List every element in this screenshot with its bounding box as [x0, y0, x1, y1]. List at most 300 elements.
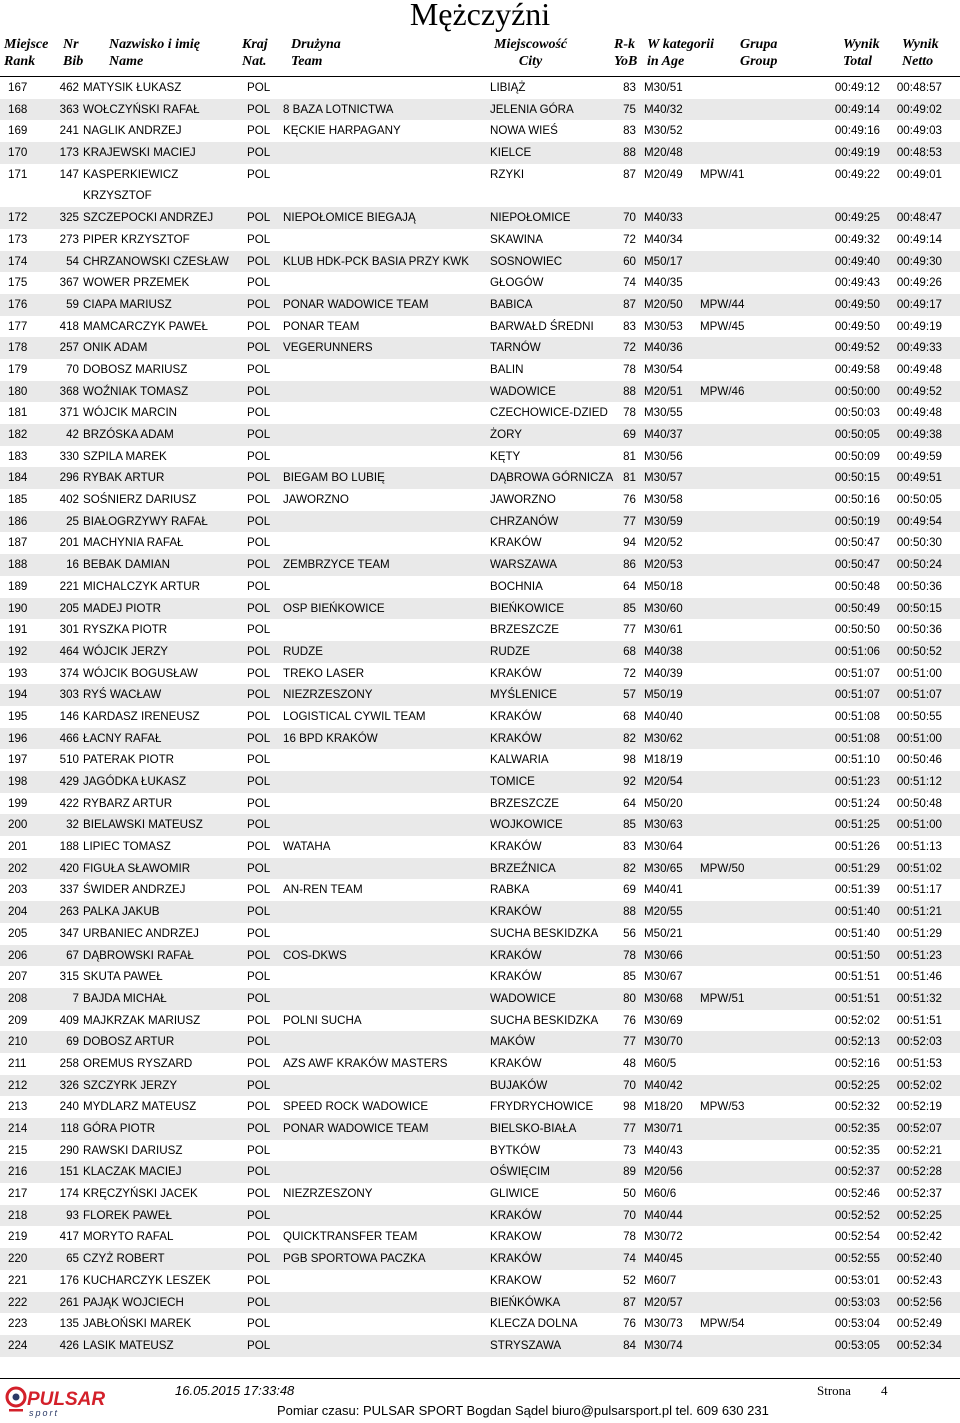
cell-age-category: M30/72	[644, 1230, 683, 1244]
cell-yob: 82	[623, 861, 636, 875]
cell-total: 00:49:22	[834, 167, 880, 181]
cell-age-category: M30/65	[644, 861, 683, 875]
cell-age-category: M20/54	[644, 775, 683, 789]
cell-yob: 76	[623, 1317, 636, 1331]
cell-team: NIEPOŁOMICE BIEGAJĄ	[283, 211, 416, 225]
cell-city: BYTKÓW	[490, 1143, 541, 1157]
cell-name: MACHYNIA RAFAŁ	[83, 536, 184, 550]
cell-total: 00:49:58	[834, 362, 880, 376]
header-age-category: W kategorii in Age	[647, 37, 715, 69]
cell-bib: 201	[59, 536, 79, 550]
cell-name: PIPER KRZYSZTOF	[83, 232, 190, 246]
cell-yob: 74	[623, 276, 636, 290]
cell-yob: 68	[623, 644, 636, 658]
cell-bib: 510	[59, 753, 79, 767]
cell-nat: POL	[247, 406, 271, 420]
cell-age-category: M30/59	[644, 514, 683, 528]
cell-nat: POL	[247, 102, 271, 116]
cell-name: DOBOSZ MARIUSZ	[83, 362, 188, 376]
cell-team: 8 BAZA LOTNICTWA	[283, 102, 394, 116]
cell-city: CHRZANÓW	[490, 514, 559, 528]
cell-team: SPEED ROCK WADOWICE	[283, 1100, 429, 1114]
cell-bib: 67	[66, 948, 79, 962]
cell-rank: 206	[8, 948, 28, 962]
cell-name: MICHALCZYK ARTUR	[83, 579, 201, 593]
cell-bib: 462	[59, 81, 79, 94]
cell-age-category: M30/52	[644, 124, 683, 138]
cell-rank: 199	[8, 796, 28, 810]
cell-total: 00:52:37	[834, 1165, 880, 1179]
cell-nat: POL	[247, 601, 271, 615]
cell-netto: 00:51:13	[896, 840, 942, 854]
cell-bib: 402	[59, 493, 79, 507]
cell-name-continued: KRZYSZTOF	[83, 189, 152, 203]
cell-rank: 217	[8, 1187, 28, 1201]
cell-age-category: M30/64	[644, 840, 683, 854]
cell-city: WADOWICE	[490, 991, 556, 1005]
cell-total: 00:50:50	[834, 623, 880, 637]
cell-age-category: M30/61	[644, 623, 683, 637]
cell-city: BIELSKO-BIAŁA	[490, 1122, 577, 1136]
cell-name: BIELAWSKI MATEUSZ	[83, 818, 203, 832]
cell-age-category: M50/20	[644, 796, 683, 810]
cell-yob: 89	[623, 1165, 636, 1179]
cell-age-category: M50/21	[644, 926, 683, 940]
cell-name: ONIK ADAM	[83, 341, 148, 355]
cell-netto: 00:52:02	[896, 1078, 942, 1092]
table-row	[0, 272, 960, 294]
cell-city: ŻORY	[490, 428, 522, 442]
cell-total: 00:52:35	[834, 1143, 880, 1157]
table-row	[0, 1292, 960, 1314]
cell-bib: 59	[66, 297, 79, 311]
cell-nat: POL	[247, 1295, 271, 1309]
cell-total: 00:52:55	[834, 1252, 880, 1266]
cell-total: 00:52:13	[834, 1035, 880, 1049]
cell-name: WOŹNIAK TOMASZ	[83, 384, 189, 398]
cell-nat: POL	[247, 1122, 271, 1136]
cell-bib: 257	[59, 341, 79, 355]
cell-nat: POL	[247, 1230, 271, 1244]
cell-name: ŁACNY RAFAŁ	[83, 731, 162, 745]
cell-yob: 83	[623, 840, 636, 854]
cell-rank: 170	[8, 146, 28, 160]
cell-name: KASPERKIEWICZ	[83, 167, 179, 181]
table-row	[0, 1313, 960, 1335]
cell-nat: POL	[247, 319, 271, 333]
cell-yob: 64	[623, 796, 636, 810]
cell-rank: 220	[8, 1252, 28, 1266]
cell-city: KRAKÓW	[490, 1252, 542, 1266]
cell-nat: POL	[247, 796, 271, 810]
table-row	[0, 424, 960, 446]
cell-rank: 208	[8, 991, 28, 1005]
cell-rank: 214	[8, 1122, 28, 1136]
cell-yob: 52	[623, 1273, 636, 1287]
cell-name: WOŁCZYŃSKI RAFAŁ	[83, 102, 200, 116]
cell-bib: 325	[59, 211, 79, 225]
cell-name: WÓJCIK JERZY	[83, 644, 169, 658]
cell-yob: 77	[623, 623, 636, 637]
cell-nat: POL	[247, 861, 271, 875]
table-row	[0, 1335, 960, 1357]
cell-yob: 78	[623, 362, 636, 376]
cell-nat: POL	[247, 428, 271, 442]
cell-nat: POL	[247, 579, 271, 593]
cell-yob: 83	[623, 81, 636, 94]
cell-nat: POL	[247, 1078, 271, 1092]
cell-name: NAGLIK ANDRZEJ	[83, 124, 182, 138]
cell-yob: 68	[623, 709, 636, 723]
cell-rank: 201	[8, 840, 28, 854]
cell-bib: 173	[59, 146, 79, 160]
cell-city: RUDZE	[490, 644, 530, 658]
table-row	[0, 489, 960, 511]
cell-yob: 70	[623, 1078, 636, 1092]
cell-yob: 87	[623, 1295, 636, 1309]
cell-nat: POL	[247, 558, 271, 572]
table-row	[0, 99, 960, 121]
cell-rank: 198	[8, 775, 28, 789]
cell-netto: 00:49:52	[896, 384, 942, 398]
cell-city: MAKÓW	[490, 1035, 536, 1049]
cell-total: 00:51:51	[834, 970, 880, 984]
cell-city: KRAKÓW	[490, 709, 542, 723]
cell-netto: 00:50:36	[896, 623, 942, 637]
cell-yob: 98	[623, 1100, 636, 1114]
cell-team: ZEMBRZYCE TEAM	[283, 558, 390, 572]
header-rank: Miejsce Rank	[4, 37, 49, 69]
cell-netto: 00:51:17	[896, 883, 942, 897]
cell-nat: POL	[247, 276, 271, 290]
cell-bib: 205	[59, 601, 79, 615]
cell-bib: 70	[66, 362, 79, 376]
cell-city: KRAKÓW	[490, 1208, 542, 1222]
cell-total: 00:52:25	[834, 1078, 880, 1092]
cell-bib: 65	[66, 1252, 79, 1266]
cell-nat: POL	[247, 644, 271, 658]
cell-rank: 213	[8, 1100, 28, 1114]
cell-rank: 197	[8, 753, 28, 767]
cell-nat: POL	[247, 211, 271, 225]
cell-age-category: M30/74	[644, 1338, 683, 1352]
cell-age-category: M20/50	[644, 297, 683, 311]
cell-yob: 77	[623, 1035, 636, 1049]
cell-age-category: M30/68	[644, 991, 683, 1005]
cell-city: WADOWICE	[490, 384, 556, 398]
cell-team: NIEZRZESZONY	[283, 1187, 373, 1201]
table-row	[0, 381, 960, 403]
cell-yob: 69	[623, 428, 636, 442]
cell-netto: 00:49:38	[896, 428, 942, 442]
cell-yob: 81	[623, 471, 636, 485]
cell-city: BUJAKÓW	[490, 1078, 548, 1092]
cell-age-category: M18/20	[644, 1100, 683, 1114]
cell-rank: 207	[8, 970, 28, 984]
cell-rank: 173	[8, 232, 28, 246]
cell-total: 00:51:39	[834, 883, 880, 897]
cell-nat: POL	[247, 81, 271, 94]
cell-bib: 93	[66, 1208, 79, 1222]
cell-name: LIPIEC TOMASZ	[83, 840, 171, 854]
cell-yob: 77	[623, 514, 636, 528]
cell-name: FIGUŁA SŁAWOMIR	[83, 861, 191, 875]
cell-city: BALIN	[490, 362, 524, 376]
table-row	[0, 858, 960, 880]
cell-total: 00:53:03	[834, 1295, 880, 1309]
cell-name: PAJĄK WOJCIECH	[83, 1295, 184, 1309]
cell-name: WOWER PRZEMEK	[83, 276, 190, 290]
cell-bib: 418	[59, 319, 79, 333]
cell-bib: 296	[59, 471, 79, 485]
cell-netto: 00:52:03	[896, 1035, 942, 1049]
cell-nat: POL	[247, 1273, 271, 1287]
cell-age-category: M40/37	[644, 428, 683, 442]
cell-age-category: M20/48	[644, 146, 683, 160]
cell-bib: 7	[72, 991, 79, 1005]
cell-total: 00:51:10	[834, 753, 880, 767]
cell-city: BARWAŁD ŚREDNI	[490, 319, 594, 333]
cell-age-category: M40/43	[644, 1143, 683, 1157]
cell-age-category: M40/32	[644, 102, 683, 116]
cell-bib: 263	[59, 905, 79, 919]
cell-total: 00:50:03	[834, 406, 880, 420]
cell-team: RUDZE	[283, 644, 323, 658]
cell-city: MYŚLENICE	[490, 688, 558, 702]
page-footer	[0, 1378, 960, 1423]
cell-age-category: M30/67	[644, 970, 683, 984]
cell-rank: 223	[8, 1317, 28, 1331]
cell-total: 00:51:06	[834, 644, 880, 658]
cell-name: MADEJ PIOTR	[83, 601, 161, 615]
cell-netto: 00:52:25	[896, 1208, 942, 1222]
cell-netto: 00:52:19	[896, 1100, 942, 1114]
cell-city: DĄBROWA GÓRNICZA	[490, 471, 614, 485]
cell-total: 00:51:24	[834, 796, 880, 810]
cell-yob: 82	[623, 731, 636, 745]
cell-city: WARSZAWA	[490, 558, 557, 572]
cell-rank: 195	[8, 709, 28, 723]
table-row	[0, 142, 960, 164]
cell-age-category: M30/63	[644, 818, 683, 832]
cell-nat: POL	[247, 1317, 271, 1331]
cell-team: COS-DKWS	[283, 948, 347, 962]
cell-city: RZYKI	[490, 167, 525, 181]
cell-age-category: M20/53	[644, 558, 683, 572]
cell-rank: 182	[8, 428, 28, 442]
cell-rank: 169	[8, 124, 28, 138]
cell-group: MPW/54	[700, 1317, 745, 1331]
cell-rank: 203	[8, 883, 28, 897]
cell-name: KRAJEWSKI MACIEJ	[83, 146, 196, 160]
cell-group: MPW/50	[700, 861, 745, 875]
cell-rank: 184	[8, 471, 28, 485]
cell-name: JABŁOŃSKI MAREK	[83, 1317, 192, 1331]
table-row	[0, 1118, 960, 1140]
cell-age-category: M40/35	[644, 276, 683, 290]
cell-name: DĄBROWSKI RAFAŁ	[83, 948, 194, 962]
cell-total: 00:49:25	[834, 211, 880, 225]
page-number: 4	[881, 1383, 888, 1398]
cell-rank: 202	[8, 861, 28, 875]
cell-rank: 177	[8, 319, 28, 333]
cell-group: MPW/53	[700, 1100, 745, 1114]
cell-rank: 171	[8, 167, 28, 181]
cell-city: GLIWICE	[490, 1187, 539, 1201]
cell-total: 00:49:14	[834, 102, 880, 116]
cell-city: KĘTY	[490, 449, 521, 463]
cell-city: BIEŃKOWICE	[490, 601, 565, 615]
cell-netto: 00:51:07	[896, 688, 942, 702]
cell-team: PGB SPORTOWA PACZKA	[283, 1252, 426, 1266]
results-table	[0, 77, 960, 1357]
cell-nat: POL	[247, 471, 271, 485]
cell-total: 00:52:52	[834, 1208, 880, 1222]
cell-city: KRAKÓW	[490, 666, 542, 680]
cell-city: KRAKOW	[490, 1273, 542, 1287]
cell-bib: 330	[59, 449, 79, 463]
cell-rank: 212	[8, 1078, 28, 1092]
cell-city: BIEŃKÓWKA	[490, 1295, 561, 1309]
cell-age-category: M40/36	[644, 341, 683, 355]
cell-name: SZCZEPOCKI ANDRZEJ	[83, 211, 214, 225]
cell-city: STRYSZAWA	[490, 1338, 562, 1352]
cell-city: KRAKÓW	[490, 1056, 542, 1070]
cell-nat: POL	[247, 1035, 271, 1049]
cell-netto: 00:52:37	[896, 1187, 942, 1201]
cell-nat: POL	[247, 297, 271, 311]
cell-name: BEBAK DAMIAN	[83, 558, 170, 572]
cell-netto: 00:50:15	[896, 601, 942, 615]
cell-bib: 135	[59, 1317, 79, 1331]
table-row	[0, 598, 960, 620]
cell-total: 00:49:19	[834, 146, 880, 160]
cell-name: BIAŁOGRZYWY RAFAŁ	[83, 514, 208, 528]
cell-rank: 172	[8, 211, 28, 225]
cell-bib: 363	[59, 102, 79, 116]
table-row	[0, 1096, 960, 1118]
cell-yob: 80	[623, 991, 636, 1005]
cell-yob: 72	[623, 232, 636, 246]
cell-netto: 00:49:30	[896, 254, 942, 268]
cell-team: PONAR WADOWICE TEAM	[283, 297, 429, 311]
cell-total: 00:49:52	[834, 341, 880, 355]
header-yob: R-k YoB	[614, 37, 638, 69]
cell-nat: POL	[247, 1056, 271, 1070]
cell-total: 00:51:26	[834, 840, 880, 854]
cell-bib: 417	[59, 1230, 79, 1244]
cell-total: 00:51:40	[834, 926, 880, 940]
cell-group: MPW/41	[700, 167, 745, 181]
table-row	[0, 1226, 960, 1248]
cell-rank: 192	[8, 644, 28, 658]
cell-bib: 374	[59, 666, 79, 680]
cell-name: JAGÓDKA ŁUKASZ	[83, 775, 187, 789]
cell-nat: POL	[247, 970, 271, 984]
cell-nat: POL	[247, 1252, 271, 1266]
cell-total: 00:50:15	[834, 471, 880, 485]
cell-netto: 00:52:49	[896, 1317, 942, 1331]
cell-age-category: M30/69	[644, 1013, 683, 1027]
cell-netto: 00:52:28	[896, 1165, 942, 1179]
cell-nat: POL	[247, 883, 271, 897]
cell-yob: 50	[623, 1187, 636, 1201]
cell-yob: 77	[623, 1122, 636, 1136]
cell-name: CZYŻ ROBERT	[83, 1252, 165, 1266]
cell-team: KĘCKIE HARPAGANY	[283, 124, 401, 138]
cell-team: POLNI SUCHA	[283, 1013, 362, 1027]
cell-team: KLUB HDK-PCK BASIA PRZY KWK	[283, 254, 469, 268]
cell-city: KRAKÓW	[490, 731, 542, 745]
cell-total: 00:51:07	[834, 666, 880, 680]
cell-netto: 00:49:54	[896, 514, 942, 528]
cell-city: TARNÓW	[490, 341, 541, 355]
cell-rank: 204	[8, 905, 28, 919]
cell-bib: 420	[59, 861, 79, 875]
cell-netto: 00:49:02	[896, 102, 942, 116]
cell-team: PONAR WADOWICE TEAM	[283, 1122, 429, 1136]
cell-team: QUICKTRANSFER TEAM	[283, 1230, 418, 1244]
cell-nat: POL	[247, 1143, 271, 1157]
logo-wordmark: PULSAR	[27, 1389, 106, 1410]
table-row	[0, 836, 960, 858]
cell-rank: 200	[8, 818, 28, 832]
header-city: Miejscowość City	[494, 37, 568, 69]
cell-bib: 371	[59, 406, 79, 420]
table-row	[0, 1270, 960, 1292]
cell-netto: 00:51:23	[896, 948, 942, 962]
cell-team: WATAHA	[283, 840, 331, 854]
cell-yob: 75	[623, 102, 636, 116]
cell-name: GÓRA PIOTR	[83, 1122, 156, 1136]
cell-total: 00:51:23	[834, 775, 880, 789]
cell-city: SUCHA BESKIDZKA	[490, 926, 599, 940]
table-row	[0, 511, 960, 533]
cell-netto: 00:49:59	[896, 449, 942, 463]
cell-yob: 92	[623, 775, 636, 789]
cell-city: GŁOGÓW	[490, 276, 544, 290]
table-row	[0, 1053, 960, 1075]
logo-subtext: sport	[29, 1408, 60, 1418]
table-row	[0, 771, 960, 793]
cell-name: MORYTO RAFAL	[83, 1230, 174, 1244]
table-header	[0, 36, 960, 77]
table-row	[0, 663, 960, 685]
cell-total: 00:51:08	[834, 731, 880, 745]
cell-rank: 178	[8, 341, 28, 355]
cell-nat: POL	[247, 926, 271, 940]
cell-yob: 81	[623, 449, 636, 463]
cell-name: RYSZKA PIOTR	[83, 623, 168, 637]
cell-yob: 73	[623, 1143, 636, 1157]
cell-netto: 00:48:53	[896, 146, 942, 160]
cell-bib: 32	[66, 818, 79, 832]
cell-netto: 00:49:48	[896, 406, 942, 420]
table-row	[0, 945, 960, 967]
cell-nat: POL	[247, 948, 271, 962]
cell-city: LIBIĄŻ	[490, 81, 526, 94]
cell-total: 00:50:19	[834, 514, 880, 528]
cell-age-category: M30/55	[644, 406, 683, 420]
cell-rank: 224	[8, 1338, 28, 1352]
table-row	[0, 251, 960, 273]
cell-name: CIAPA MARIUSZ	[83, 297, 172, 311]
cell-netto: 00:50:52	[896, 644, 942, 658]
cell-netto: 00:51:46	[896, 970, 942, 984]
cell-yob: 76	[623, 493, 636, 507]
cell-team: AN-REN TEAM	[283, 883, 363, 897]
cell-age-category: M30/71	[644, 1122, 683, 1136]
